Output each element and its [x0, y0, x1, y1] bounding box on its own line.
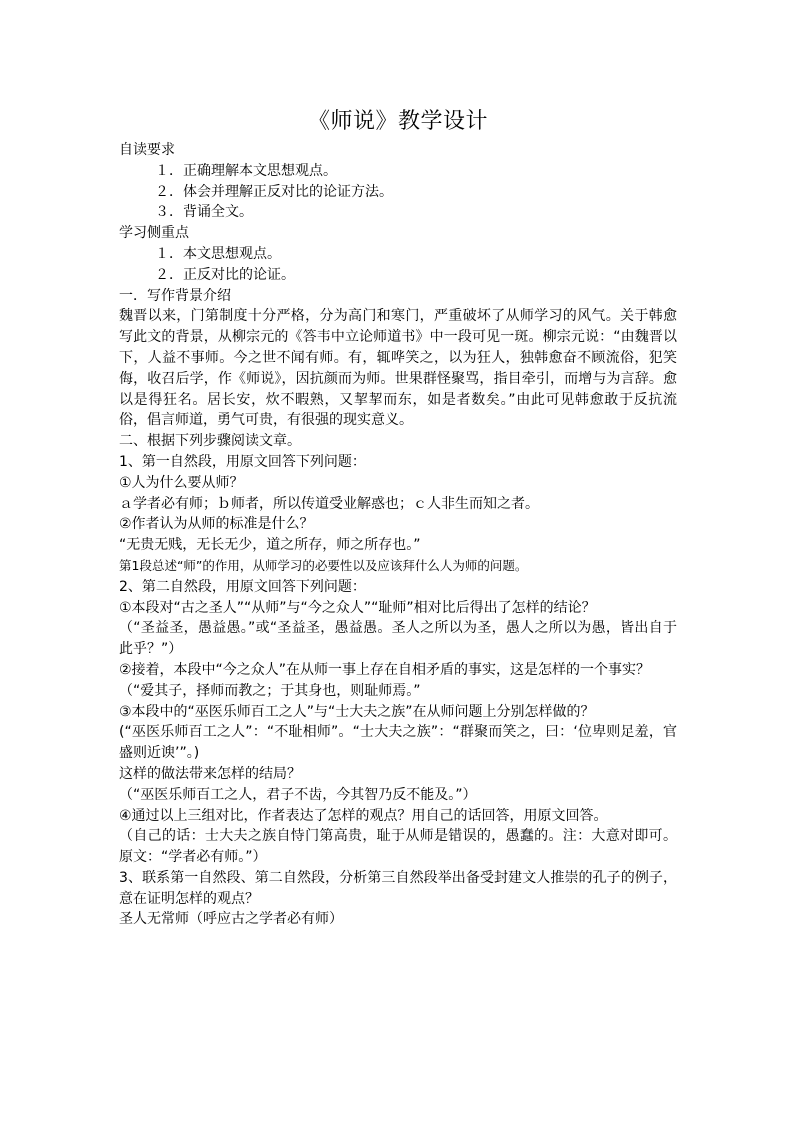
answer: （“巫医乐师百工之人，君子不齿，今其智乃反不能及。”）	[119, 786, 477, 803]
document-content	[119, 108, 677, 930]
answer: （“圣益圣，愚益愚。”或“圣益圣，愚益愚。圣人之所以为圣，愚人之所以为愚，皆出自于此乎？”）	[119, 620, 677, 658]
background-paragraph: 魏晋以来，门第制度十分严格，分为高门和寒门，严重破坏了从师学习的风气。关于韩愈写此文的背景，从柳宗元的《答韦中立论师道书》中一段可见一斑。柳宗元说：“由魏晋以下，人益不事师。今之世不闻有师。有，辄哗笑之，以为狂人，独韩愈奋不顾流俗，犯笑侮，收召后学，作《师说》，因抗颜而为师。世果群怪聚骂，指目牵引，而增与为言辞。愈以是得狂名。居长安，炊不暇熟，又挈挈而东，如是者数矣。”由此可见韩愈敢于反抗流俗，倡言师道，勇气可贵，有很强的现实意义。	[119, 308, 677, 429]
question: ②接着，本段中“今之众人”在从师一事上存在自相矛盾的事实，这是怎样的一个事实？	[119, 661, 651, 678]
self-read-item: ２．体会并理解正反对比的论证方法。	[155, 183, 393, 200]
focus-item: １．本文思想观点。	[155, 245, 281, 262]
self-read-heading: 自读要求	[119, 142, 175, 158]
answer: （自己的话：士大夫之族自恃门第高贵，耻于从师是错误的，愚蠢的。注：大意对即可。原文：“学者必有师。”）	[119, 828, 677, 866]
question: ④通过以上三组对比，作者表达了怎样的观点？用自己的话回答，用原文回答。	[119, 807, 608, 824]
section-heading-background: 一．写作背景介绍	[119, 287, 231, 304]
answer: （“爱其子，择师而教之；于其身也，则耻师焉。”	[119, 682, 421, 699]
self-read-item: ３．背诵全文。	[155, 204, 253, 221]
paragraph1-title: 1、第一自然段，用原文回答下列问题：	[119, 453, 366, 470]
page-title: 《师说》教学设计	[307, 109, 488, 134]
self-read-item: １．正确理解本文思想观点。	[155, 162, 337, 179]
question: ①本段对“古之圣人”“从师”与“今之众人”“耻师”相对比后得出了怎样的结论？	[119, 599, 596, 616]
paragraph1-summary: 第1段总述“师”的作用，从师学习的必要性以及应该拜什么人为师的问题。	[119, 557, 528, 573]
answer: 圣人无常师（呼应古之学者必有师）	[119, 911, 343, 928]
answer: (“巫医乐师百工之人”：“不耻相师”。“士大夫之族”：“群聚而笑之，曰：‘位卑则足羞，官盛则近谀’”。)	[119, 724, 677, 762]
question: ③本段中的“巫医乐师百工之人”与“士大夫之族”在从师问题上分别怎样做的？	[119, 703, 595, 720]
question: 这样的做法带来怎样的结局？	[119, 765, 301, 782]
question: ①人为什么要从师？	[119, 474, 244, 491]
focus-item: ２．正反对比的论证。	[155, 266, 295, 283]
answer: ａ学者必有师；ｂ师者，所以传道受业解惑也；ｃ人非生而知之者。	[119, 495, 539, 512]
question: ②作者认为从师的标准是什么？	[119, 516, 314, 533]
answer: “无贵无贱，无长无少，道之所存，师之所存也。”	[119, 537, 421, 554]
focus-heading: 学习侧重点	[119, 225, 189, 242]
section-heading-reading: 二、根据下列步骤阅读文章。	[119, 433, 301, 450]
paragraph3-title: 3、联系第一自然段、第二自然段，分析第三自然段举出备受封建文人推崇的孔子的例子，意在证明怎样的观点？	[119, 869, 677, 907]
paragraph2-title: 2、第二自然段，用原文回答下列问题：	[119, 578, 366, 595]
